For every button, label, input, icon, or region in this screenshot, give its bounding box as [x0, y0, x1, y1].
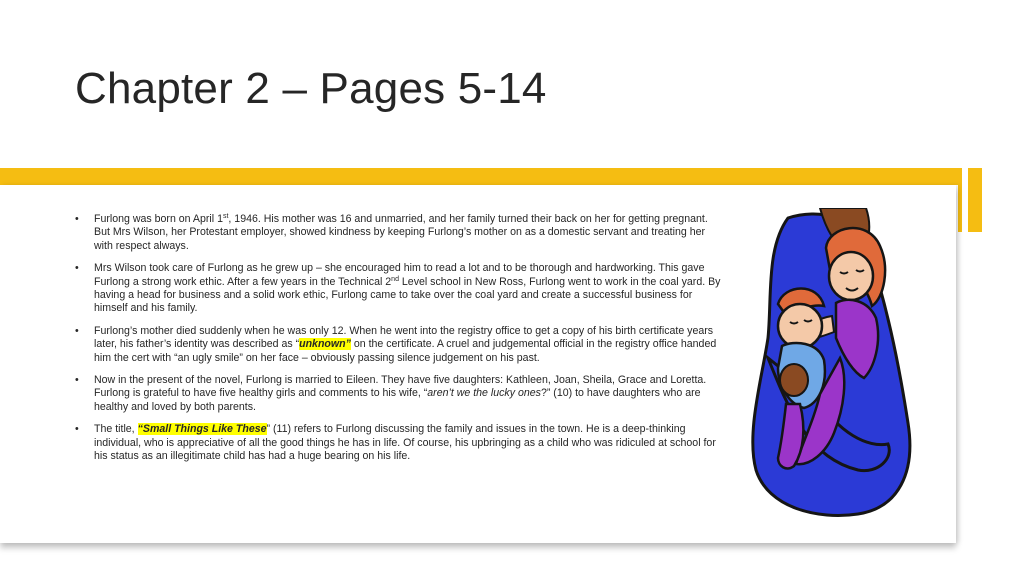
bullet-superscript: nd	[391, 275, 399, 283]
bullet-text-start: Now in the present of the novel, Furlong is married to Eileen. They have five daughters: Kathleen, Joan, Sheila, Grace and Loretta. Furlong is grateful to have five healthy girls and comments to his wife, “	[94, 374, 707, 400]
accent-band	[0, 168, 958, 185]
bullet-item	[75, 213, 725, 253]
bullet-list	[75, 213, 725, 473]
teddy-bear	[780, 364, 808, 396]
bullet-text-end: , 1946. His mother was 16 and unmarried, and her family turned their back on her for getting pregnant. But Mrs Wilson, her Protestant employer, showed kindness by keeping Furlong’s mother on as a domestic servant and treating her with respect always.	[94, 213, 708, 252]
bullet-text-end: ?” (10) to have daughters who are healthy and loved by both parents.	[94, 387, 701, 413]
bullet-text-end: ” (11) refers to Furlong discussing the family and issues in the town. He is a deep-thinking individual, who is appreciative of all the good things he has in life. Of course, his upbringing as a child who was ridiculed at school for his status as an illegitimate child has had a huge bearing on his life.	[94, 423, 716, 463]
highlighted-quote: unknown”	[299, 338, 351, 351]
boy-face	[778, 304, 822, 348]
mother-hugging-children-illustration	[748, 208, 916, 524]
bullet-item	[75, 374, 725, 414]
bullet-text-start: Furlong was born on April 1	[94, 213, 223, 225]
highlighted-title: “Small Things Like These	[137, 423, 267, 436]
bullet-icon: •	[75, 423, 79, 436]
bullet-icon: •	[75, 262, 79, 275]
italic-quote: aren’t we the lucky ones	[427, 387, 541, 400]
accent-tab	[968, 168, 982, 232]
bullet-icon: •	[75, 374, 79, 387]
girl-face	[829, 252, 873, 300]
bullet-text-start: Furlong’s mother died suddenly when he was only 12. When he went into the registry office to get a copy of his birth certificate years later, his father’s identity was described as “	[94, 324, 714, 351]
bullet-text-end: on the certificate. A cruel and judgemental official in the registry office handed him the cert with “an ugly smile” on her face – obviously passing silence judgement on his past.	[94, 338, 717, 364]
bullet-icon: •	[75, 213, 79, 225]
accent-band-end	[958, 168, 962, 232]
bullet-item	[75, 325, 725, 365]
bullet-item	[75, 423, 725, 463]
bullet-text-start: Mrs Wilson took care of Furlong as he grew up – she encouraged him to read a lot and to be thorough and hardworking. This gave Furlong a strong work ethic. After a few years in the Technical 2	[94, 262, 705, 288]
bullet-text-start: The title,	[94, 423, 138, 436]
bullet-icon: •	[75, 324, 79, 337]
slide-title: Chapter 2 – Pages 5-14	[75, 64, 547, 113]
bullet-item	[75, 262, 725, 316]
bullet-text-end: Level school in New Ross, Furlong went to work in the coal yard. By having a head for business and a solid work ethic, Furlong came to take over the coal yard and create a successful business for himself and his family.	[94, 275, 721, 315]
bullet-superscript: st	[222, 213, 229, 220]
